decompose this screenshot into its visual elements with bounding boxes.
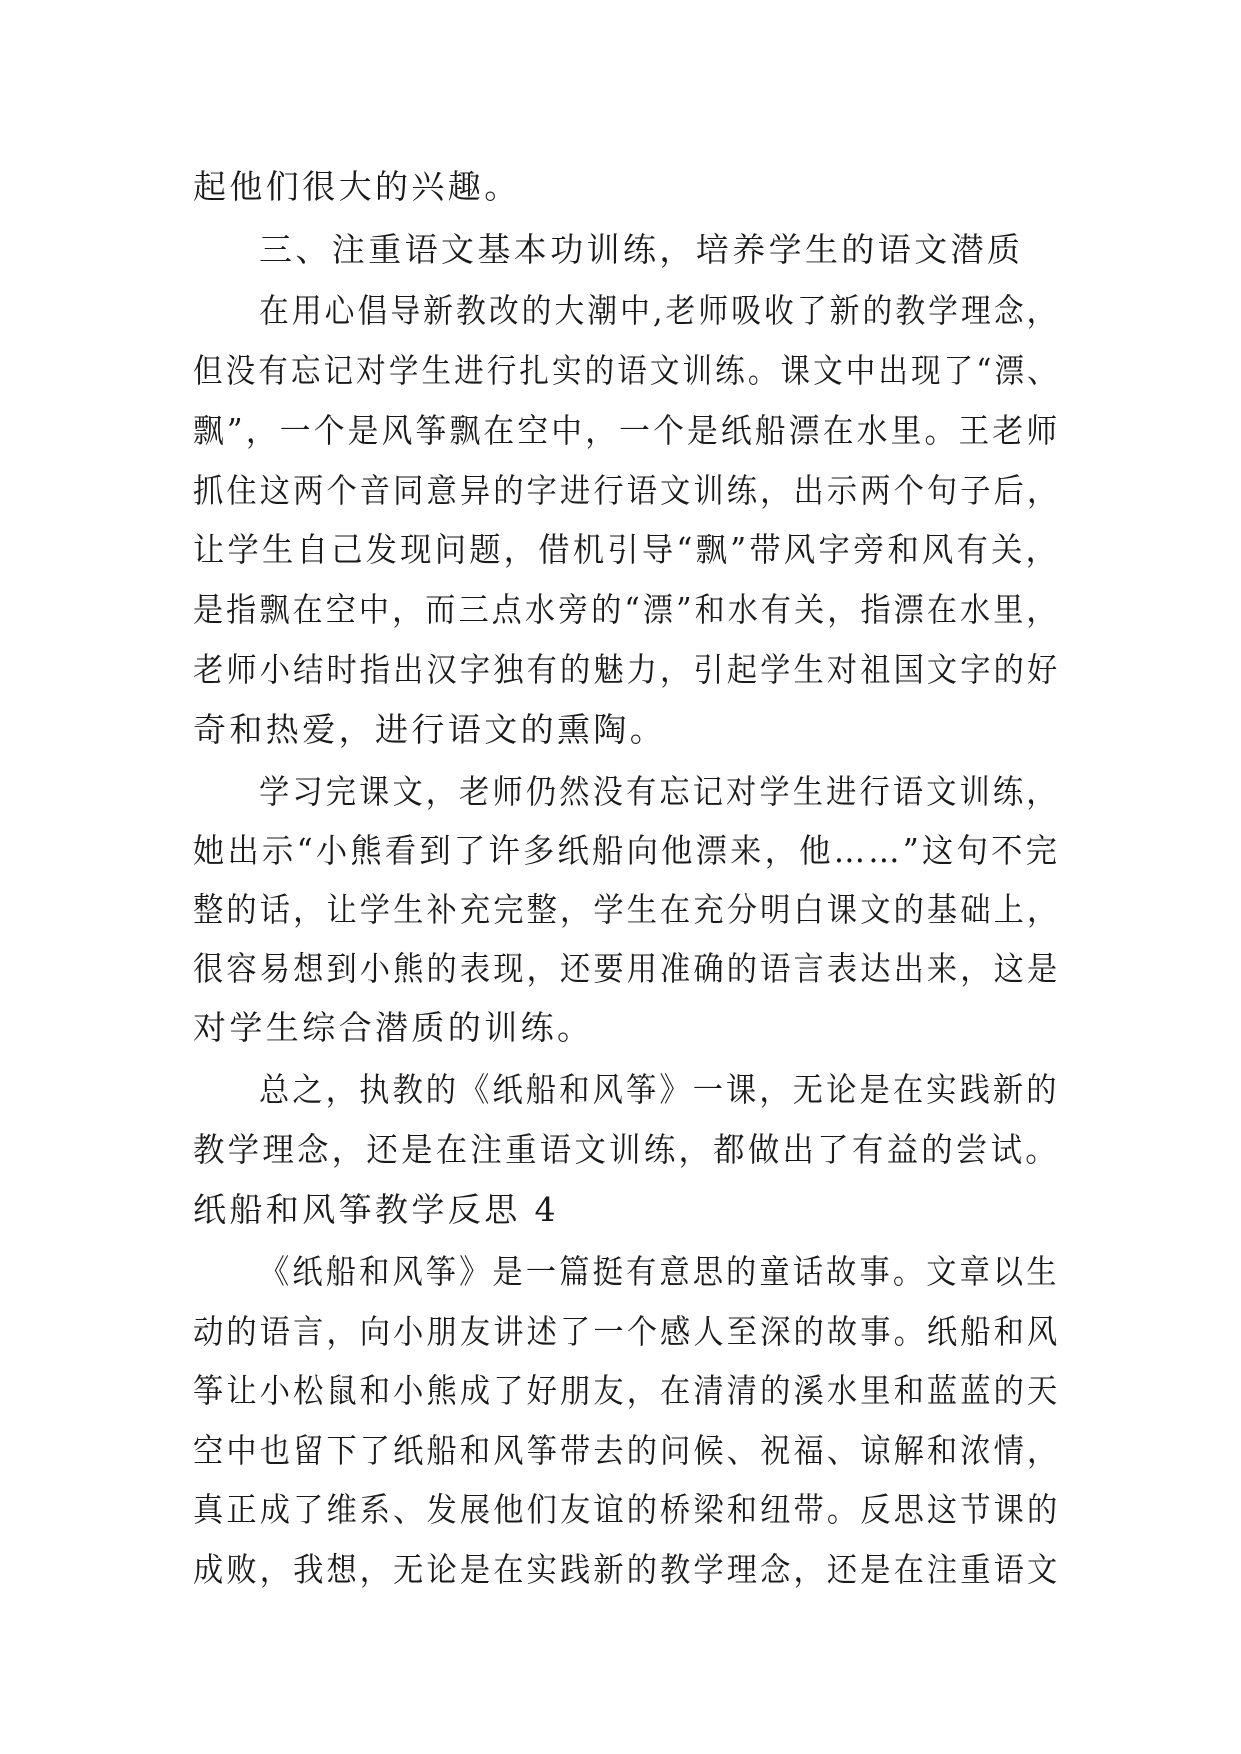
text-line: 真正成了维系、发展他们友谊的桥梁和纽带。反思这节课的 [193, 1490, 1061, 1529]
text-line: 筝让小松鼠和小熊成了好朋友，在清清的溪水里和蓝蓝的天 [193, 1371, 1061, 1410]
text-line: 老师小结时指出汉字独有的魅力，引起学生对祖国文字的好 [193, 650, 1061, 689]
text-line: 很容易想到小熊的表现，还要用准确的语言表达出来，这是 [193, 949, 1061, 988]
text-line: 成败，我想，无论是在实践新的教学理念，还是在注重语文 [193, 1550, 1061, 1589]
text-line: 对学生综合潜质的训练。 [193, 1008, 594, 1047]
text-line: 在用心倡导新教改的大潮中,老师吸收了新的教学理念， [259, 291, 1060, 330]
text-line: 空中也留下了纸船和风筝带去的问候、祝福、谅解和浓情， [193, 1431, 1061, 1470]
text-line: 整的话，让学生补充完整，学生在充分明白课文的基础上， [193, 890, 1061, 929]
text-line: 是指飘在空中，而三点水旁的“漂”和水有关，指漂在水里， [193, 590, 1060, 629]
article-title: 纸船和风筝教学反思 4 [193, 1190, 559, 1229]
text-line: 学习完课文，老师仍然没有忘记对学生进行语文训练， [259, 772, 1060, 811]
text-line: 飘”，一个是风筝飘在空中，一个是纸船漂在水里。王老师 [193, 411, 1061, 450]
text-line: 动的语言，向小朋友讲述了一个感人至深的故事。纸船和风 [193, 1312, 1061, 1351]
text-line: 总之，执教的《纸船和风筝》一课，无论是在实践新的 [259, 1070, 1060, 1109]
text-line: 她出示“小熊看到了许多纸船向他漂来，他……”这句不完 [193, 831, 1061, 870]
text-line: 起他们很大的兴趣。 [193, 167, 521, 206]
section-heading: 三、注重语文基本功训练，培养学生的语文潜质 [259, 230, 1024, 269]
text-line: 教学理念，还是在注重语文训练，都做出了有益的尝试。 [193, 1130, 1060, 1169]
text-line: 奇和热爱，进行语文的熏陶。 [193, 710, 667, 749]
text-line: 《纸船和风筝》是一篇挺有意思的童话故事。文章以生 [259, 1252, 1060, 1291]
text-line: 让学生自己发现问题，借机引导“飘”带风字旁和风有关， [193, 530, 1061, 569]
text-line: 但没有忘记对学生进行扎实的语文训练。课文中出现了“漂、 [193, 351, 1060, 390]
text-line: 抓住这两个音同意异的字进行语文训练，出示两个句子后， [193, 471, 1061, 510]
